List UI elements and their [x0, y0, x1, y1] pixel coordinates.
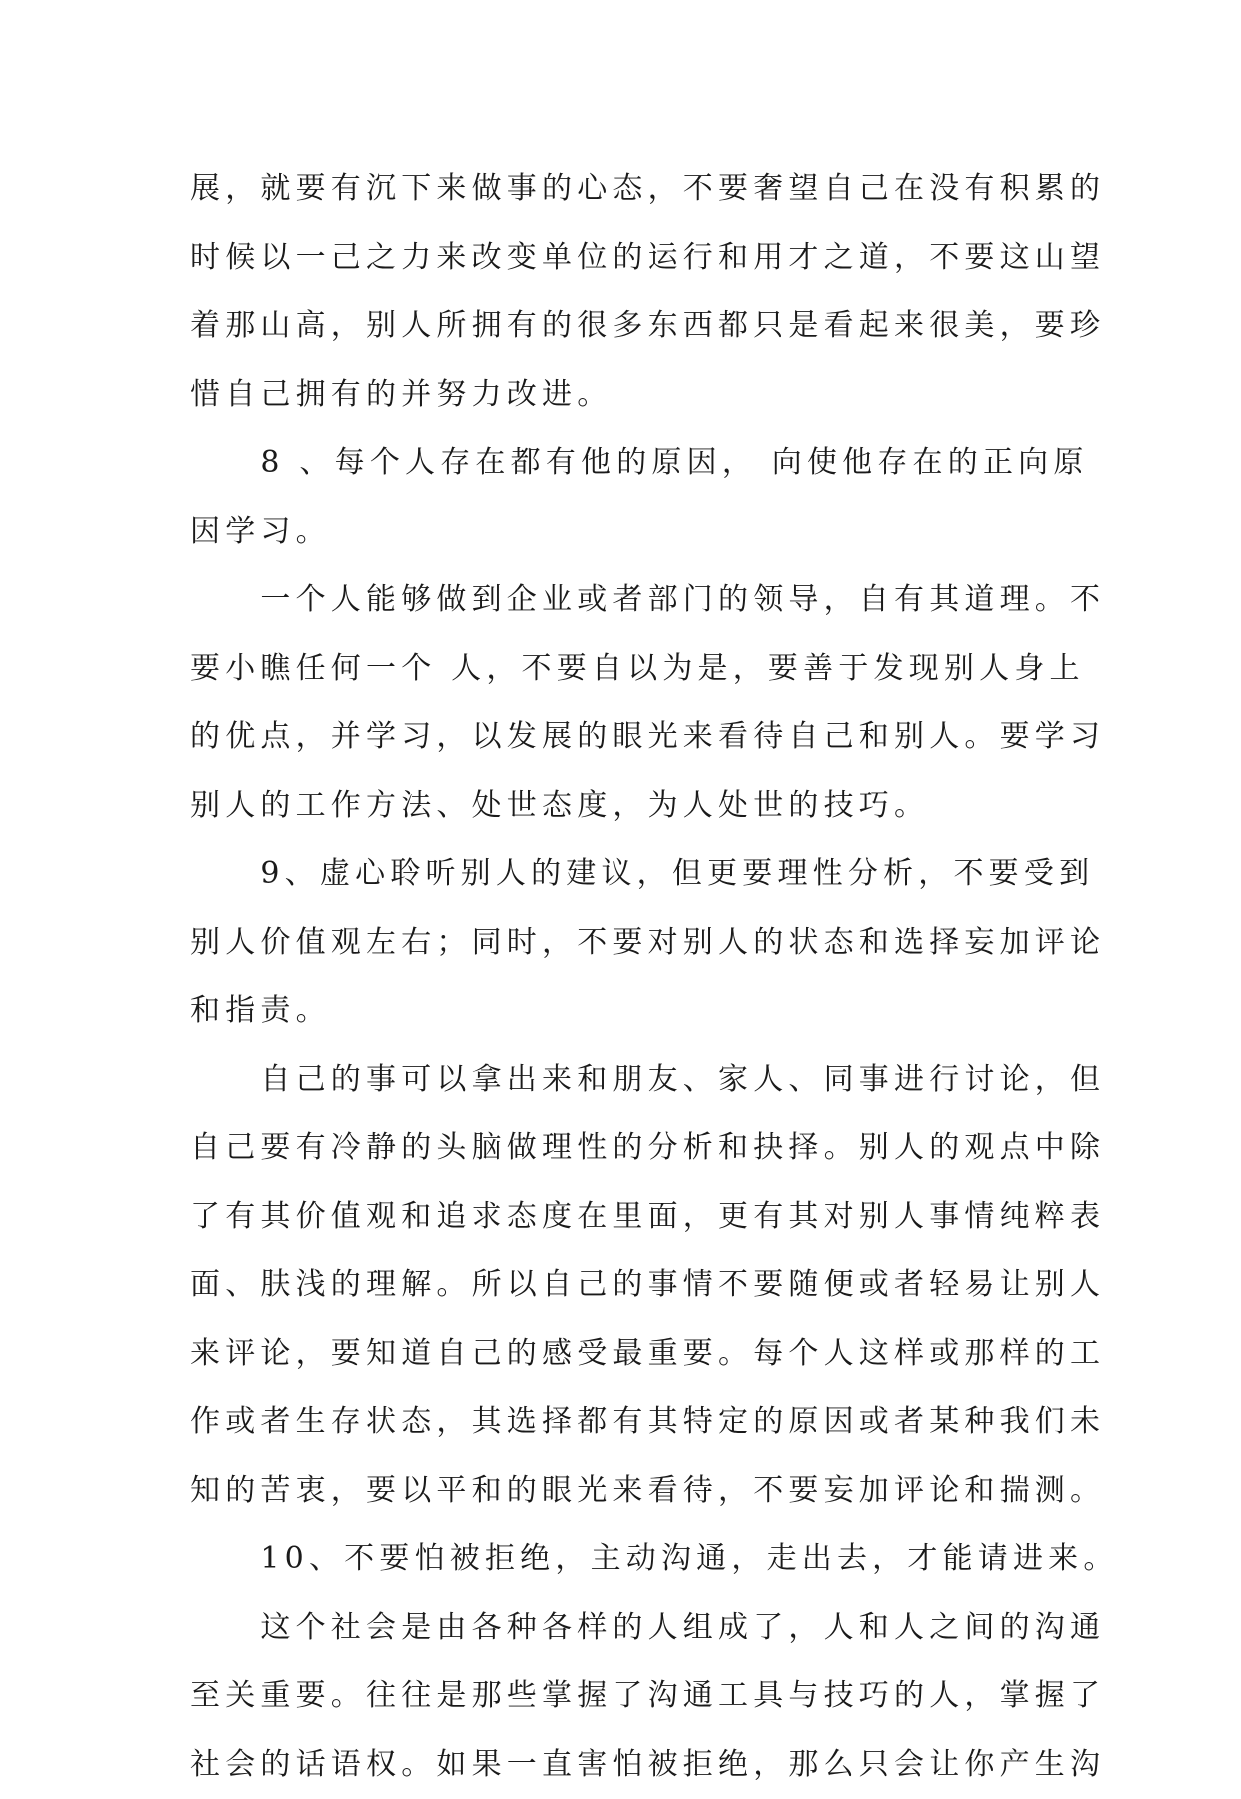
text-line: 时候以一己之力来改变单位的运行和用才之道，不要这山望	[190, 224, 1060, 293]
text-line: 一个人能够做到企业或者部门的领导，自有其道理。不	[190, 566, 1060, 635]
text-line: 展，就要有沉下来做事的心态，不要奢望自己在没有积累的	[190, 155, 1060, 224]
text-line: 社会的话语权。如果一直害怕被拒绝，那么只会让你产生沟	[190, 1731, 1060, 1799]
text-line: 别人的工作方法、处世态度，为人处世的技巧。	[190, 772, 1060, 841]
text-line: 自己的事可以拿出来和朋友、家人、同事进行讨论，但	[190, 1046, 1060, 1115]
document-page	[190, 155, 1060, 1799]
text-line: 别人价值观左右；同时，不要对别人的状态和选择妄加评论	[190, 909, 1060, 978]
section-heading-10: 10、不要怕被拒绝，主动沟通，走出去，才能请进来。	[190, 1525, 1060, 1594]
text-line: 惜自己拥有的并努力改进。	[190, 361, 1060, 430]
text-line: 了有其价值观和追求态度在里面，更有其对别人事情纯粹表	[190, 1183, 1060, 1252]
text-line: 作或者生存状态，其选择都有其特定的原因或者某种我们未	[190, 1388, 1060, 1457]
text-line: 着那山高，别人所拥有的很多东西都只是看起来很美，要珍	[190, 292, 1060, 361]
section-heading-8: 8 、每个人存在都有他的原因， 向使他存在的正向原	[190, 429, 1060, 498]
text-line: 要小瞧任何一个 人，不要自以为是，要善于发现别人身上	[190, 635, 1060, 704]
text-line: 自己要有冷静的头脑做理性的分析和抉择。别人的观点中除	[190, 1114, 1060, 1183]
text-line: 因学习。	[190, 498, 1060, 567]
text-line: 知的苦衷，要以平和的眼光来看待，不要妄加评论和揣测。	[190, 1457, 1060, 1526]
text-line: 的优点，并学习，以发展的眼光来看待自己和别人。要学习	[190, 703, 1060, 772]
text-line: 面、肤浅的理解。所以自己的事情不要随便或者轻易让别人	[190, 1251, 1060, 1320]
text-line: 至关重要。往往是那些掌握了沟通工具与技巧的人，掌握了	[190, 1662, 1060, 1731]
text-line: 和指责。	[190, 977, 1060, 1046]
section-heading-9: 9、虚心聆听别人的建议，但更要理性分析，不要受到	[190, 840, 1060, 909]
text-line: 这个社会是由各种各样的人组成了，人和人之间的沟通	[190, 1594, 1060, 1663]
text-line: 来评论，要知道自己的感受最重要。每个人这样或那样的工	[190, 1320, 1060, 1389]
